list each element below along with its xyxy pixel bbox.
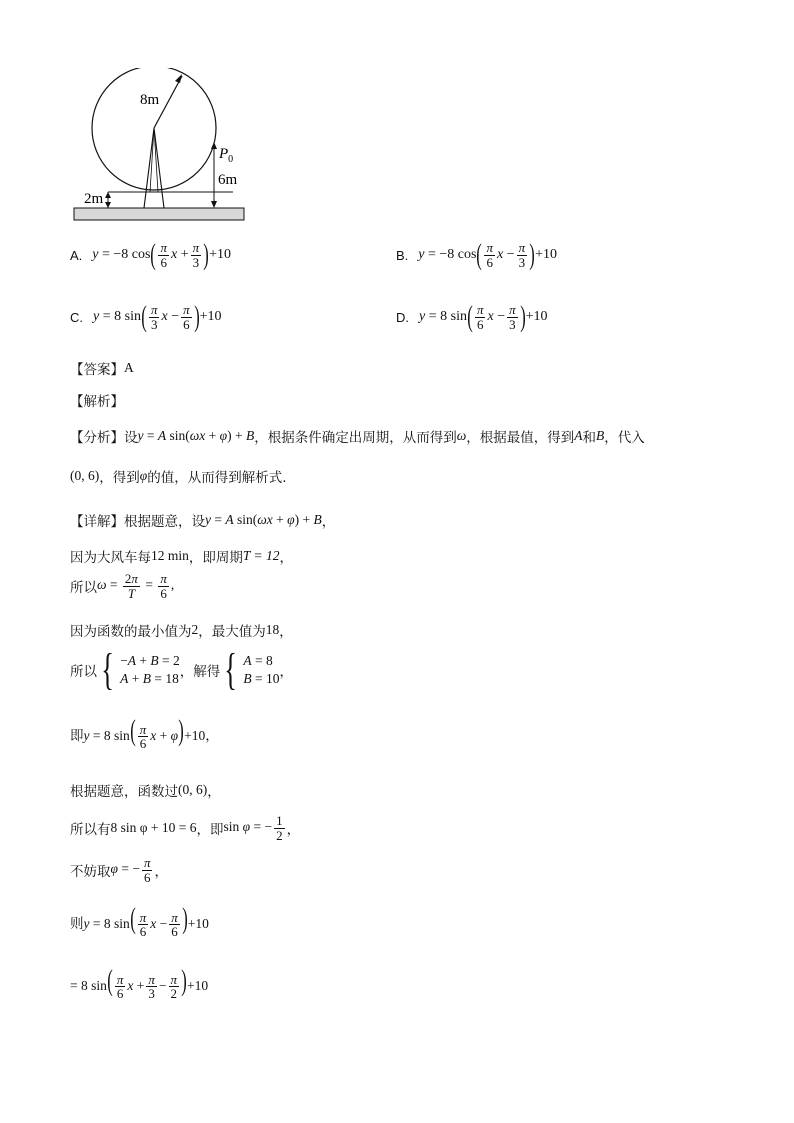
option-a-letter: A.	[70, 247, 83, 263]
option-a: A. y = −8 cos ( $\frac{\pi}{6}$ x + $\frac{\pi}{3}$ ) +10	[70, 238, 232, 271]
analysis-label: 【解析】	[70, 394, 124, 410]
answer-line	[70, 358, 134, 378]
height-label: 6m	[218, 172, 238, 188]
radius-arrowhead	[175, 74, 182, 83]
detail-line-11: = 8 sin( $\frac{\pi}{6}$ x + $\frac{\pi}{3}$ − $\frac{\pi}{2}$ )+10	[70, 964, 209, 1002]
answer-value: A	[124, 360, 134, 375]
ferris-wheel-figure	[68, 68, 258, 228]
support-inner-right	[154, 128, 158, 192]
height-arrowhead-top	[211, 142, 217, 149]
radius-label: 8m	[140, 92, 160, 108]
detail-line-9: 不妨取 φ = − $\frac{\pi}{6}$ ，	[70, 855, 168, 885]
detail-line-5: 所以 { −A + B = 2 A + B = 18 ，解得 { A = 8 B = 10 ，	[70, 645, 293, 694]
option-b: B. y = −8 cos ( $\frac{\pi}{6}$ x − $\frac{\pi}{3}$ ) +10	[396, 238, 558, 271]
detail-line-6: 即 y = 8 sin( $\frac{\pi}{6}$ x + φ)+10 ，	[70, 714, 219, 752]
option-c-letter: C.	[70, 309, 83, 325]
point-label: $P_0$	[219, 146, 234, 165]
ground	[74, 208, 244, 220]
option-b-letter: B.	[396, 247, 409, 263]
height-arrowhead-bottom	[211, 201, 217, 208]
support-inner-left	[150, 128, 154, 192]
detail-line-2: 因为大风车每 12 min ，即周期 T = 12 ，	[70, 548, 294, 566]
support-left	[144, 128, 154, 208]
detail-line-10: 则 y = 8 sin( $\frac{\pi}{6}$ x − $\frac{\pi}{6}$ )+10	[70, 902, 209, 940]
option-d-letter: D.	[396, 309, 409, 325]
detail-line-8: 所以有 8 sin φ + 10 = 6 ，即 sin φ = − $\frac{1}{2}$ ，	[70, 813, 301, 843]
detail-line-7: 根据题意，函数过 (0, 6) ，	[70, 782, 221, 800]
answer-label: 【答案】	[70, 362, 124, 378]
fenxi-label: 【分析】	[70, 430, 124, 446]
fenxi-line-1: 【分析】 设 y = A sin(ωx + φ) + B ，根据条件确定出周期，从而得到 ω ，根据最值，得到 A 和 B ，代入	[70, 428, 645, 446]
option-d: D. y = 8 sin ( $\frac{\pi}{6}$ x − $\frac{\pi}{3}$ ) +10	[396, 300, 548, 333]
base-label: 2m	[84, 191, 104, 207]
fenxi-line-2: (0, 6) ，得到 φ 的值，从而得到解析式.	[70, 468, 287, 486]
detail-line-1: 【详解】 根据题意，设 y = A sin(ωx + φ) + B ，	[70, 512, 336, 530]
option-c: C. y = 8 sin ( $\frac{\pi}{3}$ x − $\frac{\pi}{6}$ ) +10	[70, 300, 222, 333]
detail-label: 【详解】	[70, 514, 124, 530]
detail-line-3: 所以 ω = $\frac{2\pi}{T}$ = $\frac{\pi}{6}$ ,	[70, 571, 175, 601]
base-arrowhead-top	[105, 192, 111, 198]
analysis-heading	[70, 390, 124, 410]
support-right	[154, 128, 164, 208]
base-arrowhead-bottom	[105, 202, 111, 208]
detail-line-4: 因为函数的最小值为 2 ，最大值为 18 ，	[70, 622, 293, 640]
